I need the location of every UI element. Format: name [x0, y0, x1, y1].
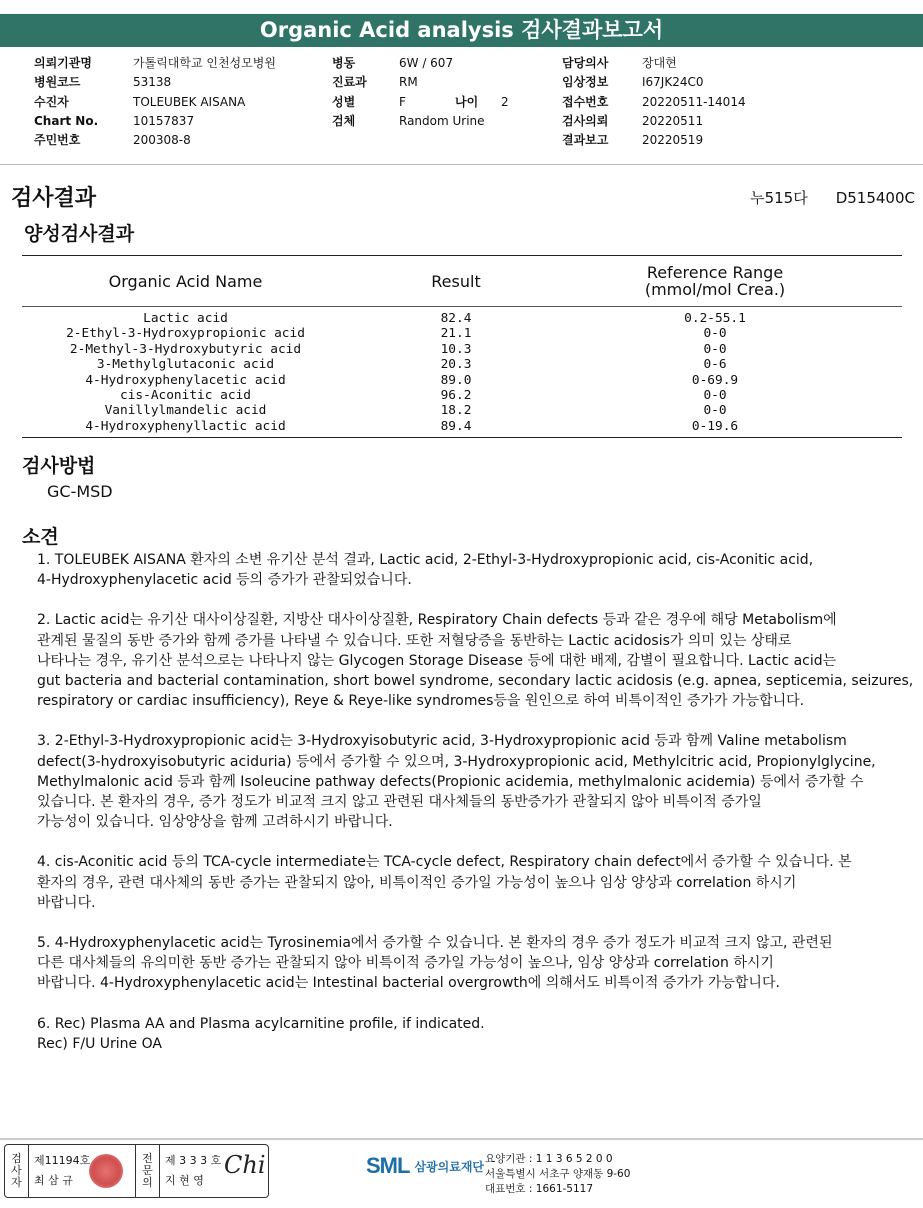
opinion-line: 환자의 경우, 관련 대사체의 동반 증가는 관찰되지 않아, 비특이적인 증가일 가능성이 높으나 임상 양상과 correlation 하시기: [37, 874, 797, 891]
info-label: 접수번호: [562, 94, 609, 109]
report-codes: [750, 187, 915, 208]
info-value: 10157837: [133, 113, 195, 128]
info-row: [562, 93, 746, 112]
opinion-line: gut bacteria and bacterial contamination, short bowel syndrome, secondary lactic acidosis (e.g. apnea, septicemia, seizures,: [37, 673, 914, 690]
opinion-body: [37, 550, 914, 1054]
vertical-label-text: [11, 1153, 22, 1189]
vertical-label-char: 의: [142, 1176, 153, 1189]
info-row: [34, 54, 276, 73]
acid-reference: 0-0: [703, 403, 727, 419]
patient-info-column-3: [562, 54, 746, 150]
opinion-line: 6. Rec) Plasma AA and Plasma acylcarnitine profile, if indicated.: [37, 1015, 485, 1032]
signature-icon: Chi: [224, 1151, 266, 1179]
acid-result: 89.0: [440, 372, 472, 388]
col-header-name: Organic Acid Name: [108, 272, 263, 291]
table-row: [22, 311, 902, 326]
table-row: [22, 326, 902, 341]
opinion-line: 관계된 물질의 동반 증가와 함께 증가를 나타낼 수 있습니다. 또한 저혈당증을 동반하는 Lactic acidosis가 의미 있는 상태로: [37, 632, 792, 649]
acid-result: 10.3: [440, 341, 472, 357]
patient-info-column-1: [34, 54, 276, 150]
info-label: 주민번호: [34, 133, 81, 148]
specialist-name: 지 현 영: [165, 1174, 204, 1187]
info-value: 53138: [133, 75, 172, 90]
acid-name: 3-Methylglutaconic acid: [96, 357, 275, 373]
vertical-label-text: [142, 1153, 153, 1189]
vertical-label-char: 문: [142, 1164, 153, 1177]
ref-header-line1: Reference Range: [646, 263, 784, 282]
info-row: [34, 112, 276, 131]
acid-name: 4-Hydroxyphenyllactic acid: [85, 418, 286, 434]
opinion-line: 있습니다. 본 환자의 경우, 증가 정도가 비교적 크지 않고 관련된 대사체들의 동반증가가 관찰되지 않아 비특이적 증가일: [37, 794, 762, 811]
age-value: 2: [501, 94, 509, 109]
opinion-line: defect(3-hydroxyisobutyric aciduria) 등에서 증가할 수 있으며, 3-Hydroxypropionic acid, Methylcitric acid, Propionylglycine,: [37, 753, 876, 770]
examiner-license: 제11194호: [34, 1154, 91, 1167]
info-row: [332, 93, 509, 112]
table-row: [22, 357, 902, 372]
footer-divider: [0, 1138, 923, 1140]
info-value: F: [399, 94, 406, 109]
sml-logo: [366, 1153, 484, 1179]
method-value: GC-MSD: [47, 482, 113, 501]
opinion-line: 5. 4-Hydroxyphenylacetic acid는 Tyrosinemia에서 증가할 수 있습니다. 본 환자의 경우 증가 정도가 비교적 크지 않고, 관련된: [37, 935, 833, 952]
info-row: [34, 93, 276, 112]
info-value: I67JK24C0: [642, 75, 704, 90]
acid-name: Vanillylmandelic acid: [104, 403, 267, 419]
vertical-label-char: 검: [11, 1152, 22, 1165]
acid-name: Lactic acid: [143, 311, 228, 326]
table-row: [22, 342, 902, 357]
specialist-license: 제 3 3 3 호: [165, 1154, 222, 1167]
table-bottom-rule: [22, 437, 902, 438]
info-label: 병원코드: [34, 75, 81, 90]
table-header: [22, 256, 902, 306]
lab-info-line: 요양기관 : 1 1 3 6 5 2 0 0: [485, 1153, 613, 1165]
info-label: 수진자: [34, 94, 69, 109]
acid-result: 21.1: [440, 326, 472, 342]
opinion-line: 바랍니다. 4-Hydroxyphenylacetic acid는 Intestinal bacterial overgrowth에 의해서도 비특이적 증가가 가능합니다.: [37, 975, 780, 992]
info-value: Random Urine: [399, 113, 485, 128]
method-title: 검사방법: [22, 455, 96, 477]
acid-reference: 0.2-55.1: [684, 311, 746, 326]
positive-results-title: 양성검사결과: [24, 223, 135, 245]
info-row: [332, 73, 509, 92]
acid-result: 89.4: [440, 418, 472, 434]
header-divider: [0, 164, 923, 165]
results-section-title: 검사결과: [11, 186, 97, 211]
examiner-name: 최 삼 규: [34, 1174, 73, 1187]
results-table: [22, 255, 902, 438]
opinion-line: 4-Hydroxyphenylacetic acid 등의 증가가 관찰되었습니다.: [37, 572, 412, 589]
logo-name: 삼광의료재단: [414, 1159, 485, 1174]
info-value: RM: [399, 75, 418, 90]
lab-info: [485, 1152, 630, 1197]
table-row: [22, 373, 902, 388]
opinion-line: 2. Lactic acid는 유기산 대사이상질환, 지방산 대사이상질환, Respiratory Chain defects 등과 같은 경우에 해당 Metabolism에: [37, 612, 837, 629]
signature-box: [4, 1144, 269, 1198]
opinion-line: 바랍니다.: [37, 894, 96, 911]
info-row: [34, 73, 276, 92]
acid-reference: 0-0: [703, 326, 727, 342]
info-value: 20220511: [642, 113, 704, 128]
opinion-line: respiratory or cardiac insufficiency), Reye & Reye-like syndromes등을 원인으로 하여 비특이적인 증가가 가능합니다.: [37, 693, 805, 710]
info-row: [562, 112, 746, 131]
opinion-line: Rec) F/U Urine OA: [37, 1035, 162, 1052]
info-row: [34, 131, 276, 150]
col-header-result: Result: [431, 272, 481, 291]
col-header-reference: [582, 264, 848, 298]
acid-reference: 0-0: [703, 341, 727, 357]
acid-name: 2-Ethyl-3-Hydroxypropionic acid: [66, 326, 305, 342]
info-label: 임상정보: [562, 75, 609, 90]
acid-result: 82.4: [440, 311, 472, 326]
examiner-label: [5, 1145, 29, 1197]
examiner: [29, 1145, 136, 1197]
table-body: [22, 307, 902, 437]
opinion-title: 소견: [22, 526, 59, 548]
info-label: 결과보고: [562, 133, 609, 148]
opinion-line: Methylmalonic acid 등과 함께 Isoleucine pathway defects(Propionic acidemia, methylmalonic acidemia) 등에서 증가할 수: [37, 773, 864, 790]
opinion-line: 가능성이 있습니다. 임상양상을 함께 고려하시기 바랍니다.: [37, 814, 393, 831]
info-row: [332, 54, 509, 73]
table-row: [22, 403, 902, 418]
info-value: 20220519: [642, 133, 704, 148]
logo-mark: SML: [366, 1153, 410, 1178]
patient-info-column-2: [332, 54, 509, 131]
acid-reference: 0-69.9: [691, 372, 739, 388]
acid-reference: 0-19.6: [691, 418, 739, 434]
opinion-line: 다른 대사체들의 유의미한 동반 증가는 관찰되지 않아 비특이적 증가일 가능성이 높으나, 임상 양상과 correlation 하시기: [37, 955, 774, 972]
acid-name: 4-Hydroxyphenylacetic acid: [85, 372, 286, 388]
report-code-kr: 누515다: [750, 189, 808, 207]
vertical-label-char: 자: [11, 1176, 22, 1189]
vertical-label-char: 사: [11, 1164, 22, 1177]
vertical-label-char: 전: [142, 1152, 153, 1165]
opinion-line: 나타나는 경우, 유기산 분석으로는 나타나지 않는 Glycogen Storage Disease 등에 대한 배제, 감별이 필요합니다. Lactic acid는: [37, 652, 837, 669]
info-label: 성별: [332, 94, 356, 109]
lab-info-line: 대표번호 : 1661-5117: [485, 1183, 594, 1195]
info-value: 20220511-14014: [642, 94, 746, 109]
opinion-line: 1. TOLEUBEK AISANA 환자의 소변 유기산 분석 결과, Lactic acid, 2-Ethyl-3-Hydroxypropionic acid, cis-Aconitic acid,: [37, 552, 814, 568]
info-value: 가톨릭대학교 인천성모병원: [133, 56, 276, 70]
specialist: [160, 1145, 268, 1197]
info-value: 200308-8: [133, 133, 191, 148]
seal-stamp-icon: [89, 1154, 123, 1188]
lab-info-line: 서울특별시 서초구 양재동 9-60: [485, 1168, 631, 1180]
info-row: [562, 54, 746, 73]
info-label: 검체: [332, 113, 356, 128]
info-label: Chart No.: [34, 113, 99, 128]
table-row: [22, 419, 902, 434]
info-label: 의뢰기관명: [34, 56, 92, 70]
info-row: [332, 112, 509, 131]
report-title: Organic Acid analysis 검사결과보고서: [0, 14, 923, 47]
ref-header-line2: (mmol/mol Crea.): [644, 280, 786, 299]
acid-reference: 0-6: [703, 357, 727, 373]
acid-result: 96.2: [440, 388, 472, 404]
info-label: 진료과: [332, 75, 367, 90]
acid-name: 2-Methyl-3-Hydroxybutyric acid: [69, 341, 302, 357]
info-label: 검사의뢰: [562, 113, 609, 128]
info-row: [562, 73, 746, 92]
acid-result: 18.2: [440, 403, 472, 419]
acid-result: 20.3: [440, 357, 472, 373]
info-label: 병동: [332, 56, 356, 70]
info-value: 6W / 607: [399, 56, 454, 70]
info-value: 장대현: [642, 56, 677, 70]
acid-name: cis-Aconitic acid: [120, 388, 251, 404]
opinion-line: 3. 2-Ethyl-3-Hydroxypropionic acid는 3-Hydroxyisobutyric acid, 3-Hydroxypropionic acid 등과 함께 Valine metabolism: [37, 733, 847, 750]
opinion-line: 4. cis-Aconitic acid 등의 TCA-cycle intermediate는 TCA-cycle defect, Respiratory chain defect에서 증가할 수 있습니다. 본: [37, 854, 852, 871]
table-row: [22, 388, 902, 403]
age-label: 나이: [455, 94, 479, 109]
info-label: 담당의사: [562, 56, 609, 70]
report-code-en: D515400C: [835, 189, 915, 207]
info-row: [562, 131, 746, 150]
acid-reference: 0-0: [703, 388, 727, 404]
info-value: TOLEUBEK AISANA: [133, 94, 246, 109]
specialist-label: [136, 1145, 160, 1197]
